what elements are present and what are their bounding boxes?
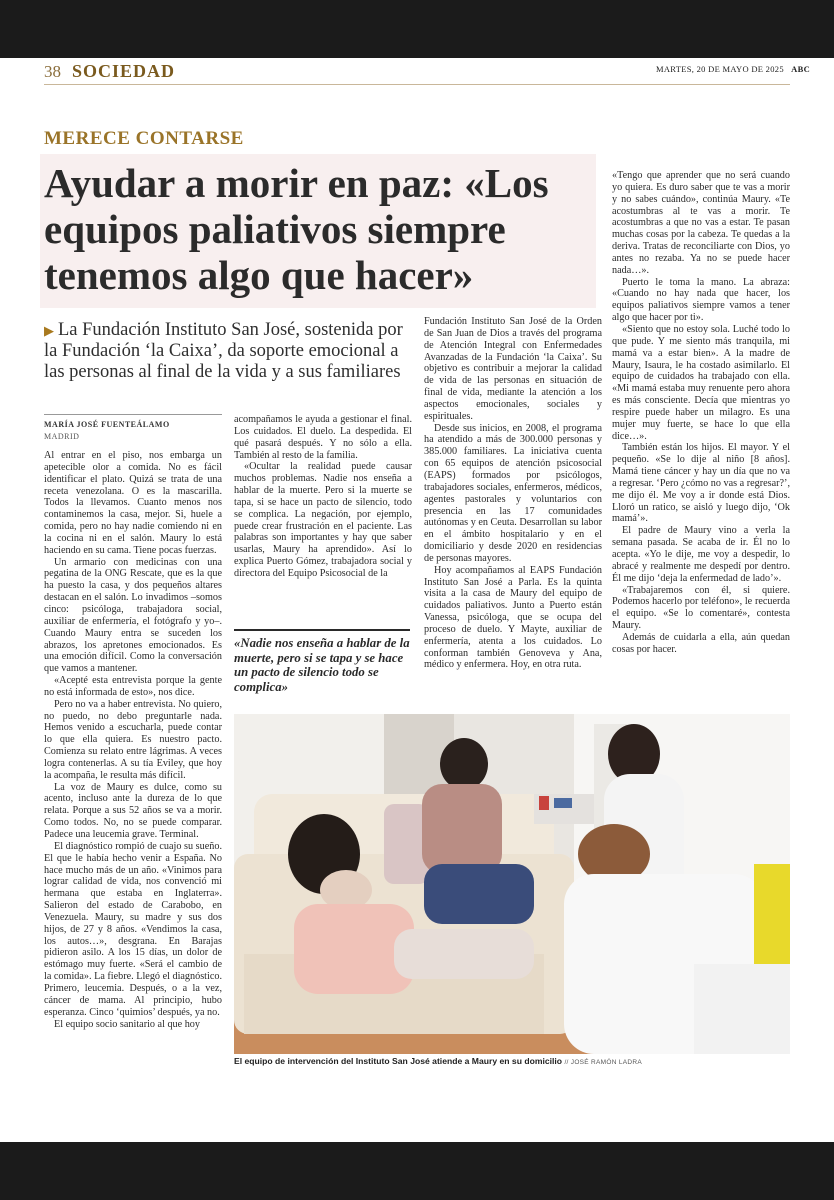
section-name: SOCIEDAD bbox=[72, 61, 176, 81]
column-2 bbox=[234, 414, 412, 618]
photo-credit: // JOSÉ RAMÓN LADRA bbox=[564, 1059, 643, 1066]
byline-author: MARÍA JOSÉ FUENTEÁLAMO bbox=[44, 420, 170, 429]
paragraph: «Tengo que aprender que no será cuando yo quiera. Es duro saber que te vas a morir y no sabes cuándo», continúa Maury. «Te acostumbras al te vas a morir. Te acostumbras a que no vas a estar. Te pasan muchas cosas por la cabeza. Te quedas a la deriva. Tratas de reconciliarte con Dios, yo antes no rezaba. Ya no se puede hacer nada…». bbox=[612, 170, 790, 276]
photo-caption bbox=[234, 1056, 794, 1066]
paragraph: Hoy acompañamos al EAPS Fundación Instituto San José a Parla. Es la quinta visita a la casa de Maury del equipo de cuidados paliativos. Junto a Puerto están Vanessa, psicóloga, que se ocupa del proceso de duelo. Y Mayte, auxiliar de enfermería, atenta a los cuidados. Lo conforman también Genoveva y Ana, médico y enfermera. Hoy, en otra ruta. bbox=[424, 564, 602, 671]
photo-illustration bbox=[234, 714, 790, 1054]
byline-city: MADRID bbox=[44, 432, 80, 441]
paragraph: acompañamos le ayuda a gestionar el final. Los cuidados. El duelo. La despedida. El qué pasará después. Y no sólo a ella. También al resto de la familia. bbox=[234, 414, 412, 461]
triangle-bullet-icon: ▶ bbox=[44, 323, 54, 338]
pull-quote: «Nadie nos enseña a hablar de la muerte, pero si se tapa y se hace un pacto de silencio todo se complica» bbox=[234, 636, 410, 694]
kicker: MERECE CONTARSE bbox=[44, 128, 244, 149]
byline-rule bbox=[44, 414, 222, 415]
paragraph: La voz de Maury es dulce, como su acento, incluso ante la dureza de lo que relata. Porque a sus 52 años se va a morir. Como todos. No, no se puede comparar. Padece una leucemia grave. Terminal. bbox=[44, 781, 222, 840]
viewer-bottom-bar bbox=[0, 1142, 834, 1200]
paragraph: Pero no va a haber entrevista. No quiero, no puedo, no debo preguntarle nada. Hemos venido a escucharla, puede contar lo que ella quiera. Es nuestro pacto. Comienza su relato entre lágrimas. A veces logra contenerlas. A su tía Eviley, que hoy la acompaña, le resulta más difícil. bbox=[44, 698, 222, 781]
paragraph: El equipo socio sanitario al que hoy bbox=[54, 1018, 200, 1030]
paragraph: El padre de Maury vino a verla la semana pasada. Se acaba de ir. Él no lo acepta. «Yo le dije, me voy a despedir, lo abracé y realmente me despedí por dentro. Él me dijo ‘deja la enfermedad de lado’». bbox=[612, 525, 790, 584]
paragraph: Al entrar en el piso, nos embarga un apetecible olor a comida. No es fácil identificar el plato. Quizá se trata de una receta venezolana. O es la mascarilla. Todos la llevamos. Cuanto menos nos contaminemos la casa, mejor. Si, huele a comida, pero no hay nadie comiendo ni en la cocina ni en el salón. Maury lo está haciendo en su cama. Tiene pocas fuerzas. bbox=[44, 450, 222, 556]
deck bbox=[44, 320, 414, 383]
caption-text: El equipo de intervención del Instituto San José atiende a Maury en su domicilio bbox=[234, 1056, 563, 1066]
viewer-top-bar bbox=[0, 0, 834, 58]
column-3 bbox=[424, 316, 602, 708]
deck-text: La Fundación Instituto San José, sostenida por la Fundación ‘la Caixa’, da soporte emocional a las personas al final de la vida y a sus familiares bbox=[44, 320, 403, 382]
pull-quote-rule bbox=[234, 629, 410, 631]
paragraph: Además de cuidarla a ella, aún quedan cosas por hacer. bbox=[612, 631, 790, 655]
column-4 bbox=[612, 170, 790, 708]
column-1 bbox=[44, 450, 222, 1140]
article-photo bbox=[234, 714, 790, 1054]
paragraph: «Ocultar la realidad puede causar muchos problemas. Nadie nos enseña a hablar de la muerte. Pero si la muerte se tapa, si se hace un pacto de silencio, todo se complica. La negación, por ejemplo, puede crear frustración en el paciente. Las palabras son importantes y hay que saber usarlas, Maury ha aprendido». Así lo explica Puerto Gómez, trabajadora social y directora del Equipo Psicosocial de la bbox=[234, 461, 412, 579]
paragraph: Fundación Instituto San José de la Orden de San Juan de Dios a través del programa de Atención Integral con Enfermedades Avanzadas de la Fundación ‘la Caixa’. Su objetivo es contribuir a mejorar la calidad de vida de las personas en situación de final de vida, mediante la atención a los aspectos emocionales, sociales y espirituales. bbox=[424, 316, 602, 422]
paragraph: Puerto le toma la mano. La abraza: «Cuando no hay nada que hacer, los equipos paliativos siempre vamos a tener algo que hacer por ti». bbox=[612, 276, 790, 324]
newspaper-page bbox=[0, 58, 834, 1142]
header-rule bbox=[44, 84, 790, 85]
headline: Ayudar a morir en paz: «Los equipos paliativos siempre tenemos algo que hacer» bbox=[44, 160, 549, 298]
paragraph: El diagnóstico rompió de cuajo su sueño. El que le había hecho venir a España. No hace mucho más de un año. «Vinimos para lograr calidad de vida, nos convenció mi hermana que estaba en Inglaterra». Salieron del estado de Carabobo, en Venezuela. Maury, su madre y sus dos hijos, de 27 y 8 años. «Vendimos la casa, los autos…», desgrana. En Barajas pidieron asilo. A los 15 días, un dolor de estómago muy fuerte. «Será el cambio de la comida». La fiebre. Llegó el diagnóstico. Primero, leucemia. Después, o a la vez, cáncer de mama. Al principio, hubo esperanza. Cinco ‘quimios’ después, ya no. bbox=[44, 840, 222, 1018]
masthead: ABC bbox=[791, 64, 811, 74]
dateline-date: MARTES, 20 DE MAYO DE 2025 bbox=[656, 64, 784, 74]
paragraph: También están los hijos. El mayor. Y el pequeño. «Se lo dije al niño [8 años]. Mamá tiene cáncer y hay un día que no va a regresar. ‘Pero ¿cómo no vas a regresar?’, me dijo él. Me voy a ir donde está Dios. Lloró un ratico, se aisló y luego dijo, ‘Ok mamá’». bbox=[612, 442, 790, 525]
dateline bbox=[656, 64, 810, 74]
paragraph: «Acepté esta entrevista porque la gente no está informada de esto», nos dice. bbox=[44, 675, 222, 698]
paragraph: «Trabajaremos con él, si quiere. Podemos hacerlo por teléfono», le recuerda el equipo. «Se lo comentaré», contesta Maury. bbox=[612, 584, 790, 632]
paragraph: Un armario con medicinas con una pegatina de la ONG Rescate, que es la que ha puesto la casa, y dos pequeños altares destacan en el salón. Lo invadimos –somos cinco: psicóloga, trabajadora social, auxiliar de enfermería, el fotógrafo y yo–. Cuando Maury entra se suceden los abrazos, los apretones emocionados. Es una emoción difícil. Como la conversación que vamos a mantener. bbox=[44, 556, 222, 675]
paragraph: Desde sus inicios, en 2008, el programa ha atendido a más de 300.000 personas y 385.000 familiares. La iniciativa cuenta con 65 equipos de atención psicosocial (EAPS) formados por psicólogos, trabajadores sociales, enfermeros, médicos, agentes pastorales y voluntarios con presencia en las 17 comunidades autónomas y en Ceuta. Desarrollan su labor en el ámbito hospitalario y en el domiciliario y desde 2020 en residencias de personas mayores. bbox=[424, 422, 602, 564]
page-number: 38 bbox=[44, 62, 61, 81]
paragraph: «Siento que no estoy sola. Luché todo lo que pude. Y me siento más tranquila, mi mamá va a estar bien». A la madre de Maury, Isaura, le ha costado asimilarlo. El equipo de cuidados ha trabajado con ella. «Mi mamá estaba muy renuente pero ahora es más consciente. Decía que mientras yo respire puede haber un milagro. Es una mujer muy fuerte, se hace lo que ella dice…». bbox=[612, 323, 790, 442]
